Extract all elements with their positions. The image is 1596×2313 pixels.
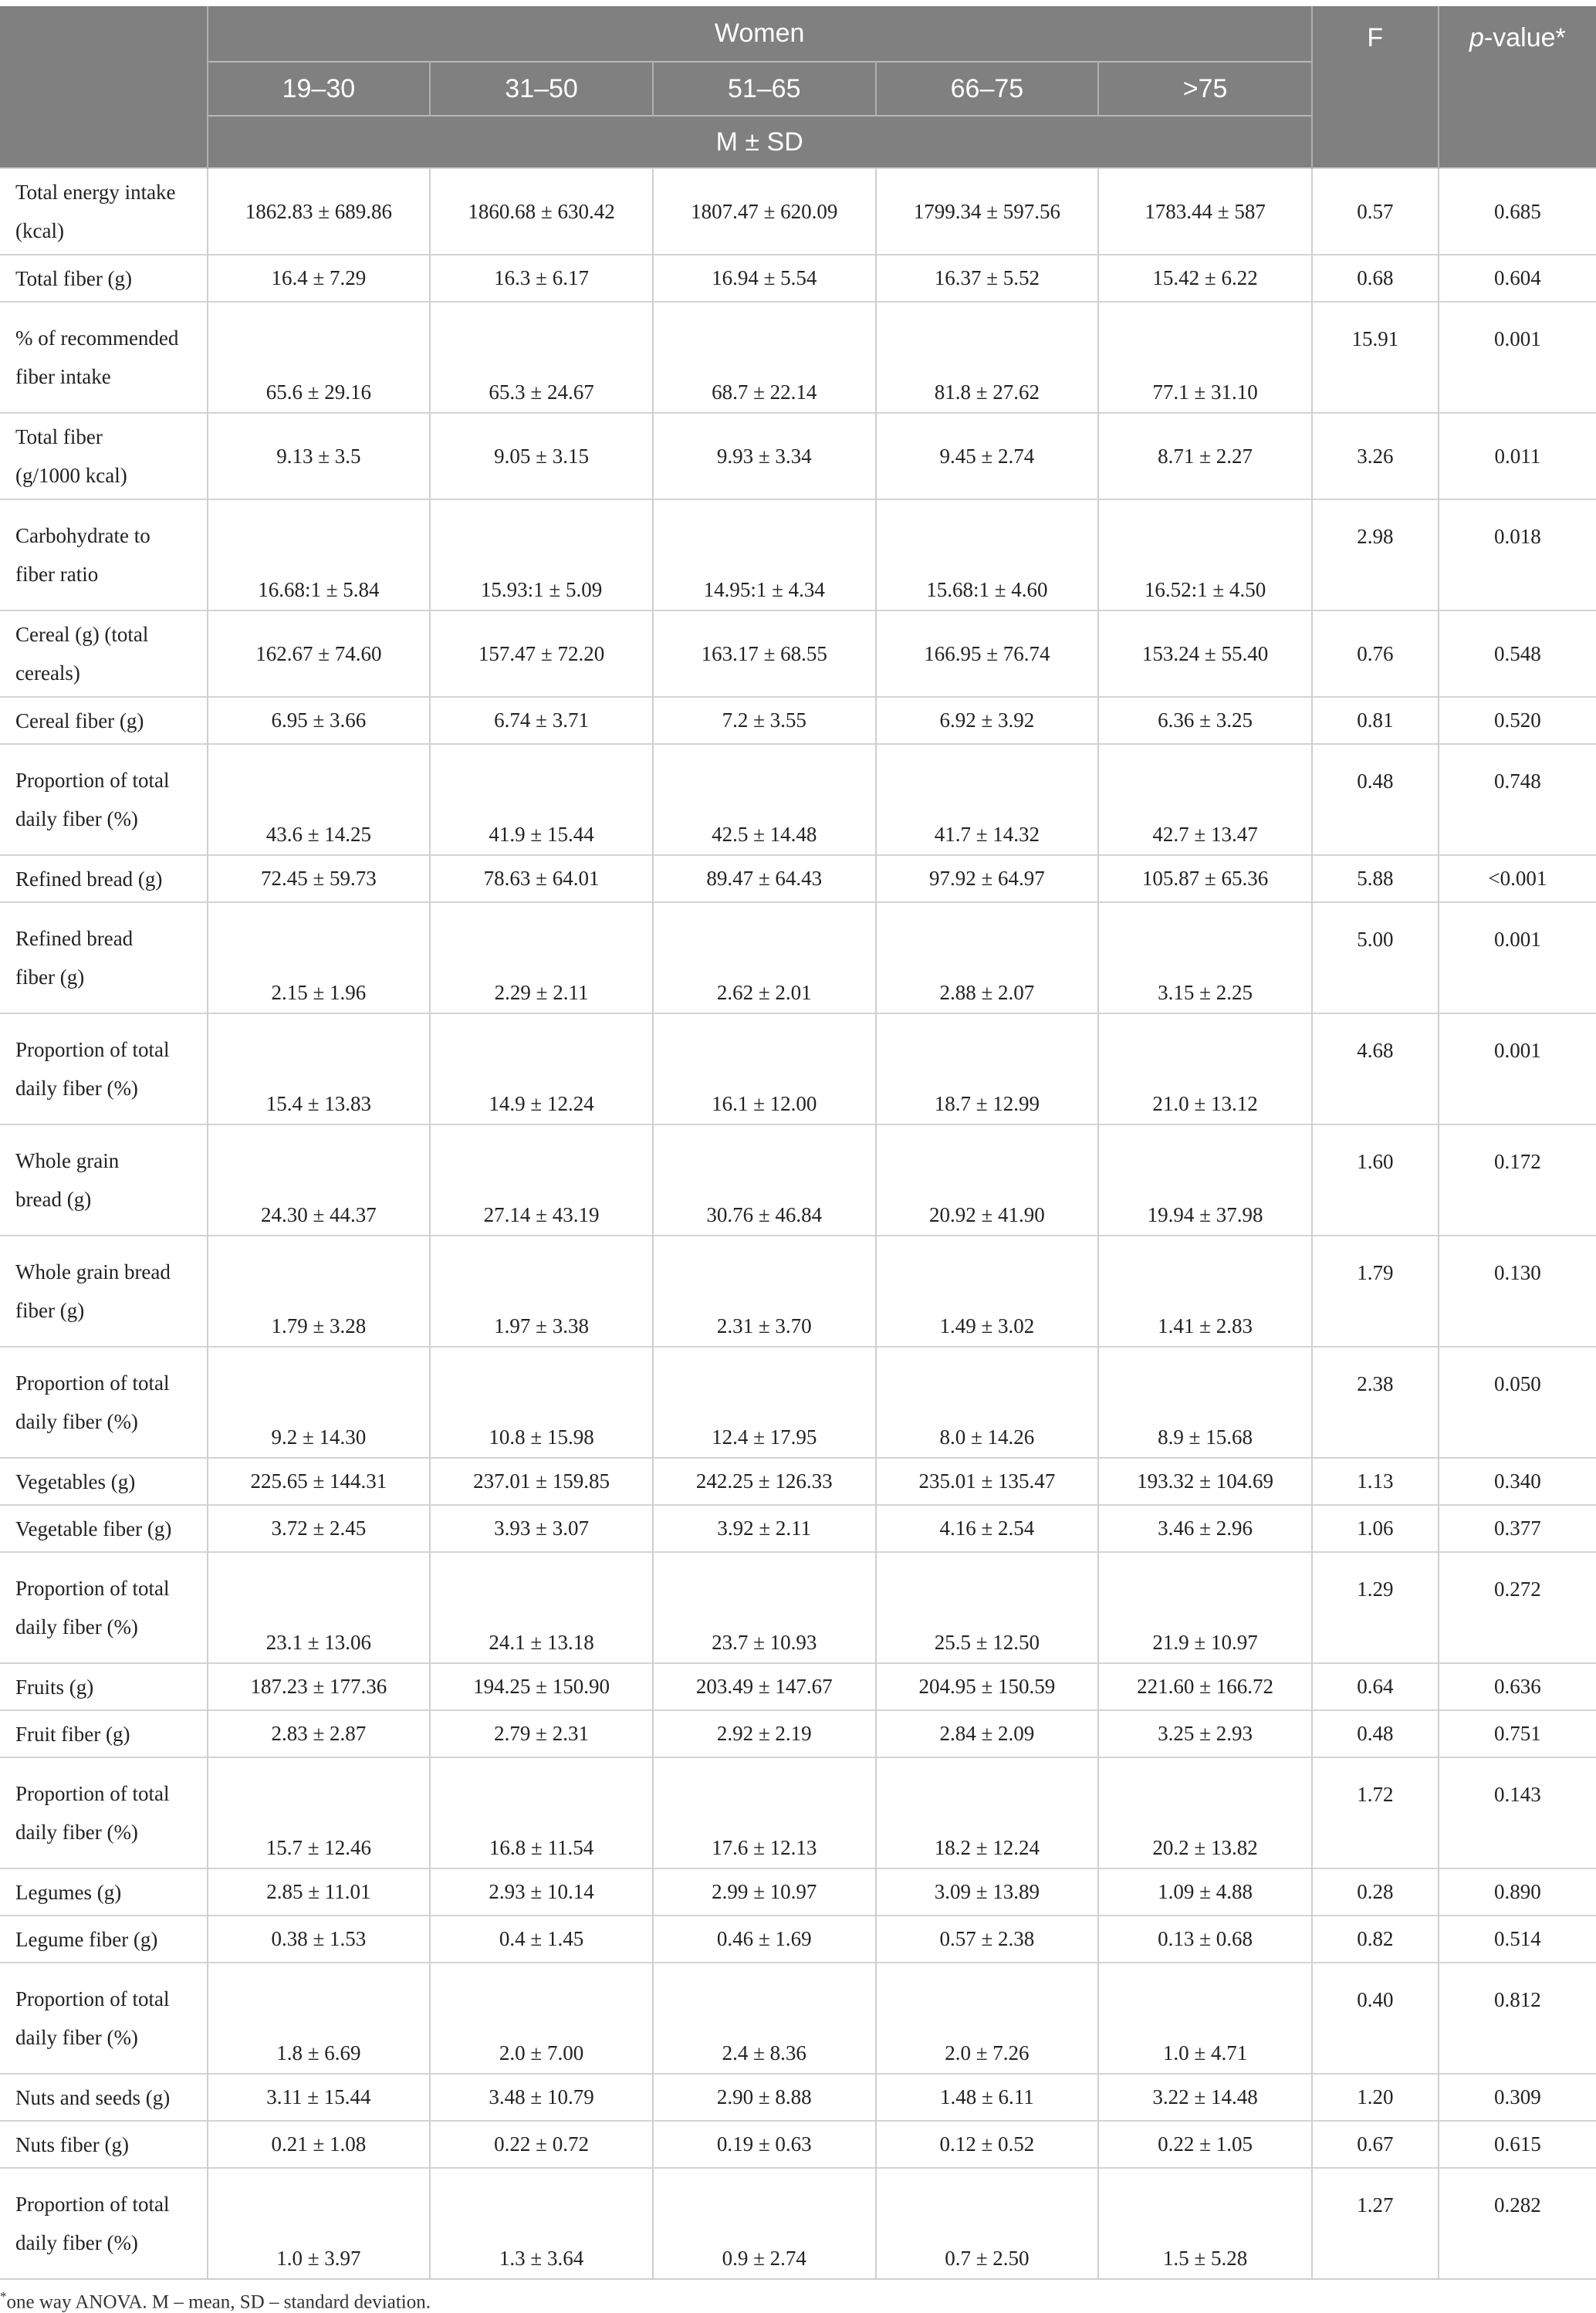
p-value-cell: 0.377 <box>1439 1505 1596 1552</box>
row-label <box>0 1236 208 1347</box>
table-header <box>0 6 1596 168</box>
value-cell: 3.93 ± 3.07 <box>430 1505 653 1552</box>
f-cell: 5.00 <box>1312 902 1439 1013</box>
table-row <box>0 413 1596 499</box>
p-value-cell: 0.282 <box>1439 2168 1596 2279</box>
value-cell: 0.19 ± 0.63 <box>653 2121 876 2168</box>
footnote-text: one way ANOVA. M – mean, SD – standard deviation. <box>6 2291 431 2313</box>
p-value-cell: 0.050 <box>1439 1347 1596 1458</box>
row-label-line: Legumes (g) <box>15 1880 122 1904</box>
row-label <box>0 1505 208 1552</box>
value-cell: 12.4 ± 17.95 <box>653 1347 876 1458</box>
value-cell: 235.01 ± 135.47 <box>876 1458 1099 1505</box>
row-label-line: Total energy intake <box>15 181 176 204</box>
value-cell: 24.1 ± 13.18 <box>430 1552 653 1663</box>
p-value-cell: 0.548 <box>1439 610 1596 697</box>
value-cell: 0.4 ± 1.45 <box>430 1916 653 1963</box>
f-cell: 0.48 <box>1312 744 1439 855</box>
value-cell: 16.1 ± 12.00 <box>653 1013 876 1124</box>
value-cell: 2.83 ± 2.87 <box>208 1710 431 1757</box>
row-label-line: Proportion of total <box>15 1782 170 1805</box>
value-cell: 97.92 ± 64.97 <box>876 855 1099 902</box>
value-cell: 16.4 ± 7.29 <box>208 255 431 302</box>
row-label <box>0 1347 208 1458</box>
row-label-line: Proportion of total <box>15 1987 170 2010</box>
value-cell: 9.13 ± 3.5 <box>208 413 431 499</box>
value-cell: 43.6 ± 14.25 <box>208 744 431 855</box>
row-label-line: daily fiber (%) <box>15 1077 138 1100</box>
value-cell: 1807.47 ± 620.09 <box>653 168 876 255</box>
value-cell: 2.93 ± 10.14 <box>430 1868 653 1916</box>
row-label-line: Total fiber <box>15 425 103 448</box>
value-cell: 2.84 ± 2.09 <box>876 1710 1099 1757</box>
value-cell: 23.1 ± 13.06 <box>208 1552 431 1663</box>
value-cell: 0.57 ± 2.38 <box>876 1916 1099 1963</box>
value-cell: 25.5 ± 12.50 <box>876 1552 1099 1663</box>
f-cell: 1.79 <box>1312 1236 1439 1347</box>
table-container <box>0 6 1596 2313</box>
p-value-cell: 0.309 <box>1439 2074 1596 2121</box>
header-age-group: 66–75 <box>876 62 1099 116</box>
value-cell: 0.38 ± 1.53 <box>208 1916 431 1963</box>
value-cell: 1.97 ± 3.38 <box>430 1236 653 1347</box>
f-cell: 1.20 <box>1312 2074 1439 2121</box>
table-row <box>0 1916 1596 1963</box>
value-cell: 9.05 ± 3.15 <box>430 413 653 499</box>
value-cell: 3.92 ± 2.11 <box>653 1505 876 1552</box>
p-value-cell: <0.001 <box>1439 855 1596 902</box>
value-cell: 21.0 ± 13.12 <box>1098 1013 1312 1124</box>
value-cell: 2.15 ± 1.96 <box>208 902 431 1013</box>
row-label-line: Refined bread <box>15 927 134 950</box>
value-cell: 0.7 ± 2.50 <box>876 2168 1099 2279</box>
value-cell: 89.47 ± 64.43 <box>653 855 876 902</box>
p-value-cell: 0.748 <box>1439 744 1596 855</box>
value-cell: 1.0 ± 3.97 <box>208 2168 431 2279</box>
f-cell: 2.38 <box>1312 1347 1439 1458</box>
row-label-line: fiber (g) <box>15 965 85 989</box>
p-value-cell: 0.018 <box>1439 499 1596 610</box>
value-cell: 3.09 ± 13.89 <box>876 1868 1099 1916</box>
value-cell: 221.60 ± 166.72 <box>1098 1663 1312 1710</box>
value-cell: 237.01 ± 159.85 <box>430 1458 653 1505</box>
row-label-line: Refined bread (g) <box>15 867 163 891</box>
row-label-line: Nuts fiber (g) <box>15 2132 129 2156</box>
value-cell: 20.92 ± 41.90 <box>876 1124 1099 1236</box>
value-cell: 6.95 ± 3.66 <box>208 697 431 744</box>
value-cell: 77.1 ± 31.10 <box>1098 302 1312 413</box>
value-cell: 242.25 ± 126.33 <box>653 1458 876 1505</box>
value-cell: 15.7 ± 12.46 <box>208 1757 431 1868</box>
f-cell: 2.98 <box>1312 499 1439 610</box>
row-label-line: Fruits (g) <box>15 1675 94 1699</box>
value-cell: 3.11 ± 15.44 <box>208 2074 431 2121</box>
row-label-line: Legume fiber (g) <box>15 1927 158 1951</box>
table-row <box>0 1710 1596 1757</box>
value-cell: 2.29 ± 2.11 <box>430 902 653 1013</box>
value-cell: 41.7 ± 14.32 <box>876 744 1099 855</box>
value-cell: 2.31 ± 3.70 <box>653 1236 876 1347</box>
row-label-line: Nuts and seeds (g) <box>15 2085 171 2109</box>
table-row <box>0 255 1596 302</box>
row-label-line: fiber (g) <box>15 1299 85 1322</box>
value-cell: 16.94 ± 5.54 <box>653 255 876 302</box>
value-cell: 0.46 ± 1.69 <box>653 1916 876 1963</box>
header-group-women: Women <box>208 6 1312 62</box>
table-row <box>0 1663 1596 1710</box>
fiber-intake-table <box>0 6 1596 2280</box>
row-label-line: fiber ratio <box>15 563 99 586</box>
row-label <box>0 2121 208 2168</box>
row-label <box>0 1013 208 1124</box>
value-cell: 18.2 ± 12.24 <box>876 1757 1099 1868</box>
row-label <box>0 1458 208 1505</box>
value-cell: 1.5 ± 5.28 <box>1098 2168 1312 2279</box>
value-cell: 0.22 ± 1.05 <box>1098 2121 1312 2168</box>
value-cell: 203.49 ± 147.67 <box>653 1663 876 1710</box>
f-cell: 3.26 <box>1312 413 1439 499</box>
table-row <box>0 1458 1596 1505</box>
value-cell: 4.16 ± 2.54 <box>876 1505 1099 1552</box>
value-cell: 2.62 ± 2.01 <box>653 902 876 1013</box>
row-label <box>0 302 208 413</box>
row-label-line: bread (g) <box>15 1188 92 1211</box>
row-label-line: Cereal (g) (total <box>15 623 149 646</box>
row-label-line: % of recommended <box>15 326 179 350</box>
value-cell: 0.13 ± 0.68 <box>1098 1916 1312 1963</box>
header-age-group: 19–30 <box>208 62 431 116</box>
value-cell: 1860.68 ± 630.42 <box>430 168 653 255</box>
p-value-cell: 0.011 <box>1439 413 1596 499</box>
value-cell: 72.45 ± 59.73 <box>208 855 431 902</box>
row-label-line: Proportion of total <box>15 1371 170 1395</box>
value-cell: 1.49 ± 3.02 <box>876 1236 1099 1347</box>
value-cell: 2.79 ± 2.31 <box>430 1710 653 1757</box>
p-value-cell: 0.340 <box>1439 1458 1596 1505</box>
value-cell: 2.4 ± 8.36 <box>653 1963 876 2074</box>
value-cell: 193.32 ± 104.69 <box>1098 1458 1312 1505</box>
value-cell: 41.9 ± 15.44 <box>430 744 653 855</box>
value-cell: 0.21 ± 1.08 <box>208 2121 431 2168</box>
value-cell: 3.25 ± 2.93 <box>1098 1710 1312 1757</box>
value-cell: 1862.83 ± 689.86 <box>208 168 431 255</box>
table-row <box>0 1505 1596 1552</box>
table-row <box>0 168 1596 255</box>
value-cell: 2.0 ± 7.26 <box>876 1963 1099 2074</box>
value-cell: 0.12 ± 0.52 <box>876 2121 1099 2168</box>
f-cell: 0.40 <box>1312 1963 1439 2074</box>
value-cell: 20.2 ± 13.82 <box>1098 1757 1312 1868</box>
row-label-line: fiber intake <box>15 365 111 388</box>
value-cell: 15.4 ± 13.83 <box>208 1013 431 1124</box>
table-row <box>0 1013 1596 1124</box>
table-row <box>0 1963 1596 2074</box>
row-label-line: daily fiber (%) <box>15 1821 138 1844</box>
value-cell: 9.93 ± 3.34 <box>653 413 876 499</box>
row-label-line: Vegetables (g) <box>15 1469 136 1493</box>
p-value-cell: 0.001 <box>1439 302 1596 413</box>
table-row <box>0 499 1596 610</box>
p-value-cell: 0.751 <box>1439 1710 1596 1757</box>
value-cell: 15.93:1 ± 5.09 <box>430 499 653 610</box>
f-cell: 1.06 <box>1312 1505 1439 1552</box>
value-cell: 16.37 ± 5.52 <box>876 255 1099 302</box>
value-cell: 2.99 ± 10.97 <box>653 1868 876 1916</box>
value-cell: 16.3 ± 6.17 <box>430 255 653 302</box>
row-label-line: Fruit fiber (g) <box>15 1722 130 1746</box>
value-cell: 68.7 ± 22.14 <box>653 302 876 413</box>
value-cell: 7.2 ± 3.55 <box>653 697 876 744</box>
p-value-cell: 0.890 <box>1439 1868 1596 1916</box>
row-label <box>0 744 208 855</box>
f-cell: 1.60 <box>1312 1124 1439 1236</box>
footnote <box>0 2289 1596 2313</box>
f-cell: 0.82 <box>1312 1916 1439 1963</box>
row-label <box>0 1552 208 1663</box>
value-cell: 6.74 ± 3.71 <box>430 697 653 744</box>
value-cell: 2.92 ± 2.19 <box>653 1710 876 1757</box>
p-value-cell: 0.272 <box>1439 1552 1596 1663</box>
row-label <box>0 413 208 499</box>
row-label-line: Total fiber (g) <box>15 266 133 290</box>
header-age-group: >75 <box>1098 62 1312 116</box>
value-cell: 8.9 ± 15.68 <box>1098 1347 1312 1458</box>
table-row <box>0 2168 1596 2279</box>
value-cell: 16.52:1 ± 4.50 <box>1098 499 1312 610</box>
row-label-line: (g/1000 kcal) <box>15 464 127 487</box>
table-row <box>0 1757 1596 1868</box>
row-label <box>0 1868 208 1916</box>
f-cell: 1.27 <box>1312 2168 1439 2279</box>
p-value-cell: 0.615 <box>1439 2121 1596 2168</box>
row-label-line: Whole grain <box>15 1149 120 1172</box>
table-row <box>0 2074 1596 2121</box>
value-cell: 1.41 ± 2.83 <box>1098 1236 1312 1347</box>
value-cell: 1799.34 ± 597.56 <box>876 168 1099 255</box>
row-label <box>0 255 208 302</box>
f-cell: 0.68 <box>1312 255 1439 302</box>
value-cell: 17.6 ± 12.13 <box>653 1757 876 1868</box>
value-cell: 163.17 ± 68.55 <box>653 610 876 697</box>
value-cell: 8.0 ± 14.26 <box>876 1347 1099 1458</box>
value-cell: 14.95:1 ± 4.34 <box>653 499 876 610</box>
value-cell: 9.45 ± 2.74 <box>876 413 1099 499</box>
row-label <box>0 499 208 610</box>
row-label <box>0 1916 208 1963</box>
value-cell: 105.87 ± 65.36 <box>1098 855 1312 902</box>
table-row <box>0 697 1596 744</box>
value-cell: 1.0 ± 4.71 <box>1098 1963 1312 2074</box>
header-p-italic: p <box>1469 23 1484 52</box>
f-cell: 15.91 <box>1312 302 1439 413</box>
value-cell: 16.68:1 ± 5.84 <box>208 499 431 610</box>
table-row <box>0 1868 1596 1916</box>
value-cell: 81.8 ± 27.62 <box>876 302 1099 413</box>
row-label-line: Carbohydrate to <box>15 524 150 547</box>
value-cell: 6.92 ± 3.92 <box>876 697 1099 744</box>
header-stat-label: M ± SD <box>208 116 1312 168</box>
value-cell: 3.48 ± 10.79 <box>430 2074 653 2121</box>
value-cell: 16.8 ± 11.54 <box>430 1757 653 1868</box>
row-label <box>0 168 208 255</box>
row-label <box>0 902 208 1013</box>
value-cell: 225.65 ± 144.31 <box>208 1458 431 1505</box>
table-row <box>0 902 1596 1013</box>
row-label <box>0 1963 208 2074</box>
value-cell: 65.3 ± 24.67 <box>430 302 653 413</box>
row-label-line: (kcal) <box>15 219 64 242</box>
value-cell: 0.9 ± 2.74 <box>653 2168 876 2279</box>
value-cell: 42.7 ± 13.47 <box>1098 744 1312 855</box>
value-cell: 2.90 ± 8.88 <box>653 2074 876 2121</box>
row-label-line: daily fiber (%) <box>15 2231 138 2254</box>
row-label-line: daily fiber (%) <box>15 2026 138 2049</box>
value-cell: 1.3 ± 3.64 <box>430 2168 653 2279</box>
header-age-group: 31–50 <box>430 62 653 116</box>
value-cell: 162.67 ± 74.60 <box>208 610 431 697</box>
p-value-cell: 0.143 <box>1439 1757 1596 1868</box>
value-cell: 6.36 ± 3.25 <box>1098 697 1312 744</box>
p-value-cell: 0.001 <box>1439 1013 1596 1124</box>
p-value-cell: 0.001 <box>1439 902 1596 1013</box>
row-label-line: daily fiber (%) <box>15 1615 138 1638</box>
f-cell: 0.81 <box>1312 697 1439 744</box>
table-row <box>0 1236 1596 1347</box>
value-cell: 15.42 ± 6.22 <box>1098 255 1312 302</box>
value-cell: 204.95 ± 150.59 <box>876 1663 1099 1710</box>
value-cell: 2.88 ± 2.07 <box>876 902 1099 1013</box>
value-cell: 19.94 ± 37.98 <box>1098 1124 1312 1236</box>
value-cell: 3.46 ± 2.96 <box>1098 1505 1312 1552</box>
p-value-cell: 0.812 <box>1439 1963 1596 2074</box>
row-label <box>0 697 208 744</box>
p-value-cell: 0.685 <box>1439 168 1596 255</box>
value-cell: 9.2 ± 14.30 <box>208 1347 431 1458</box>
p-value-cell: 0.172 <box>1439 1124 1596 1236</box>
row-label-line: Proportion of total <box>15 1038 170 1061</box>
table-row <box>0 1124 1596 1236</box>
value-cell: 1783.44 ± 587 <box>1098 168 1312 255</box>
header-p-rest: -value* <box>1483 23 1566 52</box>
value-cell: 187.23 ± 177.36 <box>208 1663 431 1710</box>
value-cell: 1.8 ± 6.69 <box>208 1963 431 2074</box>
value-cell: 10.8 ± 15.98 <box>430 1347 653 1458</box>
value-cell: 21.9 ± 10.97 <box>1098 1552 1312 1663</box>
value-cell: 2.85 ± 11.01 <box>208 1868 431 1916</box>
value-cell: 65.6 ± 29.16 <box>208 302 431 413</box>
f-cell: 0.48 <box>1312 1710 1439 1757</box>
header-f: F <box>1312 6 1439 168</box>
f-cell: 1.29 <box>1312 1552 1439 1663</box>
table-body <box>0 168 1596 2279</box>
f-cell: 0.57 <box>1312 168 1439 255</box>
value-cell: 42.5 ± 14.48 <box>653 744 876 855</box>
value-cell: 18.7 ± 12.99 <box>876 1013 1099 1124</box>
table-row <box>0 2121 1596 2168</box>
value-cell: 3.15 ± 2.25 <box>1098 902 1312 1013</box>
table-row <box>0 302 1596 413</box>
row-label-line: Proportion of total <box>15 2193 170 2216</box>
row-label-line: cereals) <box>15 661 80 685</box>
f-cell: 0.64 <box>1312 1663 1439 1710</box>
value-cell: 23.7 ± 10.93 <box>653 1552 876 1663</box>
f-cell: 0.76 <box>1312 610 1439 697</box>
row-label-line: Proportion of total <box>15 769 170 792</box>
value-cell: 15.68:1 ± 4.60 <box>876 499 1099 610</box>
value-cell: 24.30 ± 44.37 <box>208 1124 431 1236</box>
f-cell: 1.13 <box>1312 1458 1439 1505</box>
row-label-line: Proportion of total <box>15 1577 170 1600</box>
f-cell: 1.72 <box>1312 1757 1439 1868</box>
header-p-value <box>1439 6 1596 168</box>
table-row <box>0 1347 1596 1458</box>
row-label-line: Cereal fiber (g) <box>15 708 144 732</box>
header-age-group: 51–65 <box>653 62 876 116</box>
table-row <box>0 855 1596 902</box>
value-cell: 8.71 ± 2.27 <box>1098 413 1312 499</box>
value-cell: 1.48 ± 6.11 <box>876 2074 1099 2121</box>
f-cell: 4.68 <box>1312 1013 1439 1124</box>
header-corner <box>0 6 208 168</box>
table-row <box>0 1552 1596 1663</box>
p-value-cell: 0.130 <box>1439 1236 1596 1347</box>
f-cell: 0.28 <box>1312 1868 1439 1916</box>
value-cell: 194.25 ± 150.90 <box>430 1663 653 1710</box>
row-label <box>0 1710 208 1757</box>
value-cell: 0.22 ± 0.72 <box>430 2121 653 2168</box>
value-cell: 30.76 ± 46.84 <box>653 1124 876 1236</box>
f-cell: 5.88 <box>1312 855 1439 902</box>
row-label <box>0 2168 208 2279</box>
value-cell: 1.09 ± 4.88 <box>1098 1868 1312 1916</box>
f-cell: 0.67 <box>1312 2121 1439 2168</box>
p-value-cell: 0.604 <box>1439 255 1596 302</box>
row-label-line: Vegetable fiber (g) <box>15 1517 172 1540</box>
value-cell: 78.63 ± 64.01 <box>430 855 653 902</box>
p-value-cell: 0.520 <box>1439 697 1596 744</box>
row-label-line: daily fiber (%) <box>15 807 138 830</box>
value-cell: 3.22 ± 14.48 <box>1098 2074 1312 2121</box>
value-cell: 157.47 ± 72.20 <box>430 610 653 697</box>
value-cell: 153.24 ± 55.40 <box>1098 610 1312 697</box>
row-label <box>0 1124 208 1236</box>
value-cell: 3.72 ± 2.45 <box>208 1505 431 1552</box>
row-label <box>0 2074 208 2121</box>
row-label <box>0 1757 208 1868</box>
row-label <box>0 610 208 697</box>
footnote-mark: * <box>0 2289 7 2304</box>
p-value-cell: 0.514 <box>1439 1916 1596 1963</box>
value-cell: 14.9 ± 12.24 <box>430 1013 653 1124</box>
row-label-line: daily fiber (%) <box>15 1410 138 1433</box>
table-row <box>0 610 1596 697</box>
value-cell: 27.14 ± 43.19 <box>430 1124 653 1236</box>
p-value-cell: 0.636 <box>1439 1663 1596 1710</box>
row-label <box>0 855 208 902</box>
row-label <box>0 1663 208 1710</box>
table-row <box>0 744 1596 855</box>
value-cell: 1.79 ± 3.28 <box>208 1236 431 1347</box>
row-label-line: Whole grain bread <box>15 1260 171 1283</box>
value-cell: 2.0 ± 7.00 <box>430 1963 653 2074</box>
value-cell: 166.95 ± 76.74 <box>876 610 1099 697</box>
